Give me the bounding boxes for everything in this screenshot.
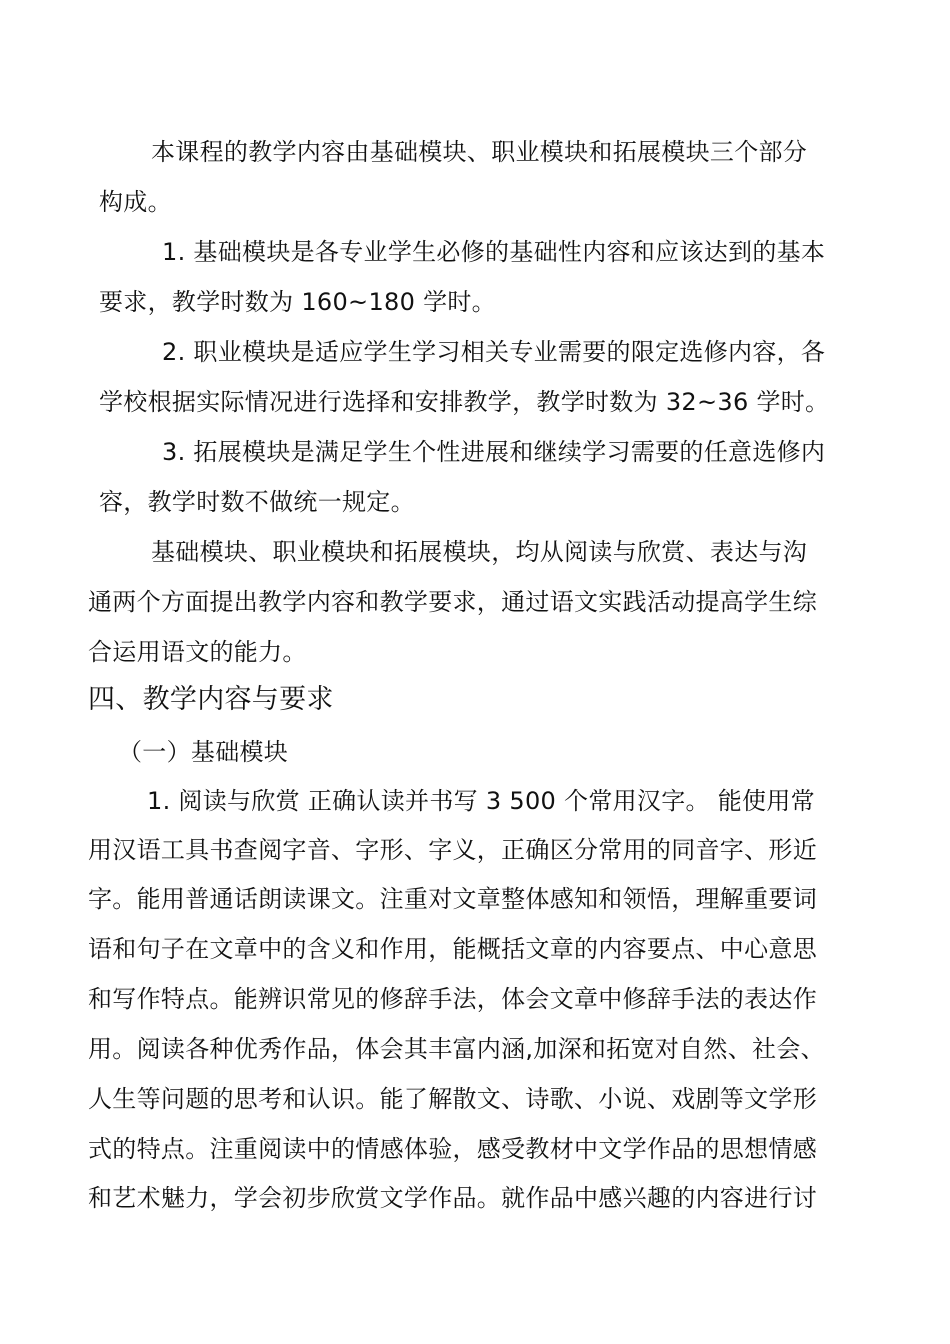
para3-line3: 字。能用普通话朗读课文。注重对文章整体感知和领悟，理解重要词 bbox=[88, 885, 817, 913]
para2-line3: 合运用语文的能力。 bbox=[88, 638, 307, 666]
para3-line8: 式的特点。注重阅读中的情感体验，感受教材中文学作品的思想情感 bbox=[88, 1135, 817, 1163]
item3-line1: 3. 拓展模块是满足学生个性进展和继续学习需要的任意选修内 bbox=[162, 438, 826, 466]
item1-line2: 要求，教学时数为 160~180 学时。 bbox=[99, 288, 496, 316]
para3-line6: 用。阅读各种优秀作品，体会其丰富内涵,加深和拓宽对自然、社会、 bbox=[88, 1035, 825, 1063]
subsection-heading: （一）基础模块 bbox=[118, 738, 289, 766]
para1-line2: 构成。 bbox=[99, 188, 172, 216]
section-heading: 四、教学内容与要求 bbox=[88, 684, 334, 715]
para1-line1: 本课程的教学内容由基础模块、职业模块和拓展模块三个部分 bbox=[151, 138, 808, 166]
item2-line2: 学校根据实际情况进行选择和安排教学，教学时数为 32~36 学时。 bbox=[99, 388, 830, 416]
para3-line2: 用汉语工具书查阅字音、字形、字义，正确区分常用的同音字、形近 bbox=[88, 836, 817, 864]
para3-line9: 和艺术魅力，学会初步欣赏文学作品。就作品中感兴趣的内容进行讨 bbox=[88, 1184, 817, 1212]
para3-line1: 1. 阅读与欣赏 正确认读并书写 3 500 个常用汉字。 能使用常 bbox=[147, 787, 815, 815]
para2-line2: 通两个方面提出教学内容和教学要求，通过语文实践活动提高学生综 bbox=[88, 588, 817, 616]
item1-line1: 1. 基础模块是各专业学生必修的基础性内容和应该达到的基本 bbox=[162, 238, 826, 266]
para3-line7: 人生等问题的思考和认识。能了解散文、诗歌、小说、戏剧等文学形 bbox=[88, 1085, 817, 1113]
item3-line2: 容，教学时数不做统一规定。 bbox=[99, 488, 415, 516]
item2-line1: 2. 职业模块是适应学生学习相关专业需要的限定选修内容，各 bbox=[162, 338, 826, 366]
para3-line5: 和写作特点。能辨识常见的修辞手法，体会文章中修辞手法的表达作 bbox=[88, 985, 817, 1013]
para2-line1: 基础模块、职业模块和拓展模块，均从阅读与欣赏、表达与沟 bbox=[151, 538, 808, 566]
para3-line4: 语和句子在文章中的含义和作用，能概括文章的内容要点、中心意思 bbox=[88, 935, 817, 963]
